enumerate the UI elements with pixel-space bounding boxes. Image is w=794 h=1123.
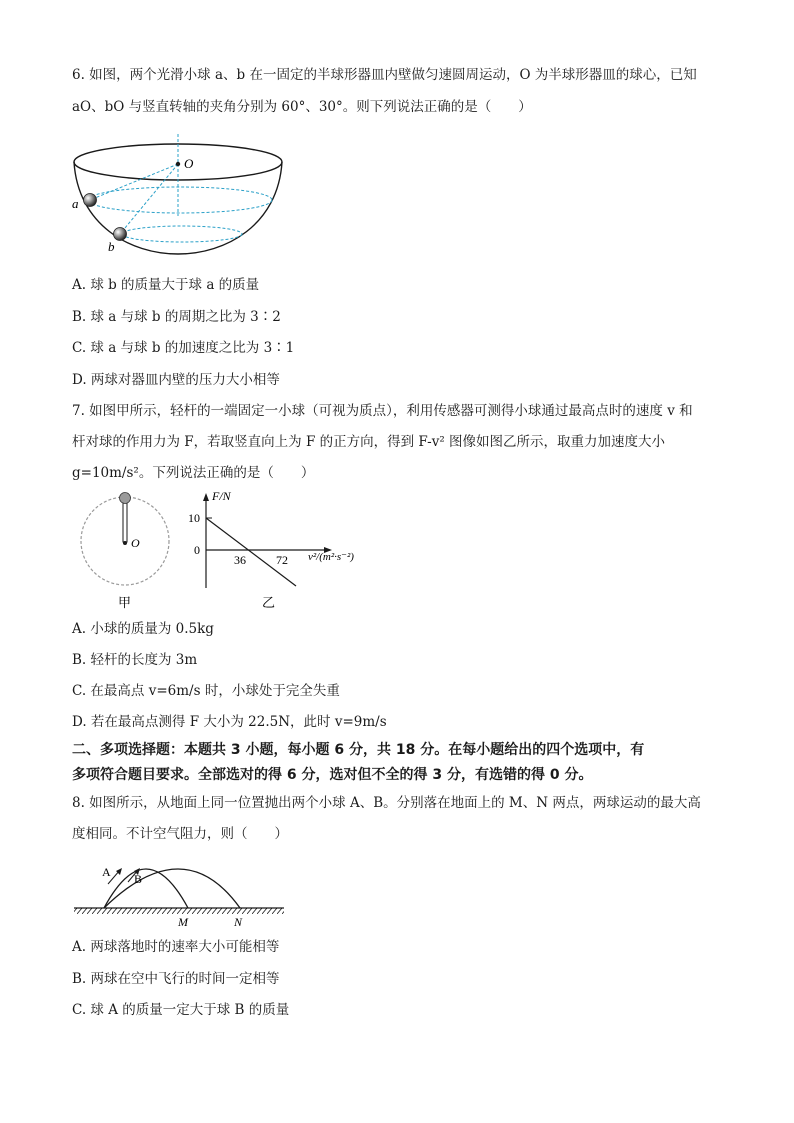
trajectory-b xyxy=(104,869,240,908)
label-o: O xyxy=(131,536,140,550)
q8-option-a: A. 两球落地时的速率大小可能相等 xyxy=(72,939,280,955)
q7-figure-yi xyxy=(186,488,372,610)
center-point xyxy=(176,162,180,166)
q7-stem-line1: 7. 如图甲所示，轻杆的一端固定一小球（可视为质点），利用传感器可测得小球通过最高点时的速度 v 和 xyxy=(72,403,693,419)
q6-stem-line2: aO、bO 与竖直转轴的夹角分别为 60°、30°。则下列说法正确的是（ ） xyxy=(72,99,532,115)
label-b: b xyxy=(108,239,115,254)
label-n: N xyxy=(234,915,243,929)
q8-option-b: B. 两球在空中飞行的时间一定相等 xyxy=(72,971,280,987)
q6-stem-line1: 6. 如图，两个光滑小球 a、b 在一固定的半球形器皿内壁做匀速圆周运动，O 为半球形器皿的球心，已知 xyxy=(72,67,697,83)
tick-label-72: 72 xyxy=(276,553,288,567)
q8-projectile-figure xyxy=(72,848,288,930)
label-a: A xyxy=(102,865,111,879)
q7-stem-line2: 杆对球的作用力为 F，若取竖直向上为 F 的正方向，得到 F-v² 图像如图乙所示，取重力加速度大小 xyxy=(72,434,666,450)
line-ao xyxy=(90,164,178,200)
label-m: M xyxy=(178,915,188,929)
q7-option-c: C. 在最高点 v=6m/s 时，小球处于完全失重 xyxy=(72,683,340,699)
q7-figure-jia xyxy=(76,486,176,610)
light-rod xyxy=(123,500,127,542)
q8-stem-line1: 8. 如图所示，从地面上同一位置抛出两个小球 A、B。分别落在地面上的 M、N 两点，两球运动的最大高 xyxy=(72,795,701,811)
f-v2-line xyxy=(206,518,296,586)
tick-label-10: 10 xyxy=(188,511,200,525)
q6-hemisphere-figure xyxy=(70,130,290,260)
q6-option-b: B. 球 a 与球 b 的周期之比为 3∶2 xyxy=(72,309,281,325)
ball-b xyxy=(114,228,127,241)
pivot-point xyxy=(123,541,127,545)
section2-heading-line2: 多项符合题目要求。全部选对的得 6 分，选对但不全的得 3 分，有选错的得 0 分。 xyxy=(72,767,593,783)
orbit-a xyxy=(88,187,272,213)
f-axis-arrow xyxy=(203,493,209,501)
orbit-b xyxy=(122,226,242,242)
q7-option-a: A. 小球的质量为 0.5kg xyxy=(72,621,214,637)
q7-stem-line3: g=10m/s²。下列说法正确的是（ ） xyxy=(72,465,315,481)
v2-axis-label: v²/(m²·s⁻²) xyxy=(308,551,354,563)
caption-jia: 甲 xyxy=(118,595,132,610)
q7-option-d: D. 若在最高点测得 F 大小为 22.5N，此时 v=9m/s xyxy=(72,714,387,730)
ground-hatch xyxy=(74,908,284,914)
f-axis-label: F/N xyxy=(212,489,231,503)
q6-option-d: D. 两球对器皿内壁的压力大小相等 xyxy=(72,372,280,388)
label-a: a xyxy=(72,196,79,211)
ball-a xyxy=(84,194,97,207)
section2-heading-line1: 二、多项选择题：本题共 3 小题，每小题 6 分，共 18 分。在每小题给出的四个选项中，有 xyxy=(72,742,645,758)
trajectory-a xyxy=(104,869,188,908)
q6-option-a: A. 球 b 的质量大于球 a 的质量 xyxy=(72,277,260,293)
q6-option-c: C. 球 a 与球 b 的加速度之比为 3∶1 xyxy=(72,340,295,356)
q7-option-b: B. 轻杆的长度为 3m xyxy=(72,652,198,668)
label-o: O xyxy=(184,156,194,171)
q8-stem-line2: 度相同。不计空气阻力，则（ ） xyxy=(72,826,288,842)
tick-label-36: 36 xyxy=(234,553,246,567)
label-b: B xyxy=(134,872,143,886)
small-ball xyxy=(120,493,131,504)
line-bo xyxy=(120,164,178,234)
q8-option-c: C. 球 A 的质量一定大于球 B 的质量 xyxy=(72,1002,290,1018)
caption-yi: 乙 xyxy=(262,595,276,610)
tick-label-0: 0 xyxy=(194,543,200,557)
